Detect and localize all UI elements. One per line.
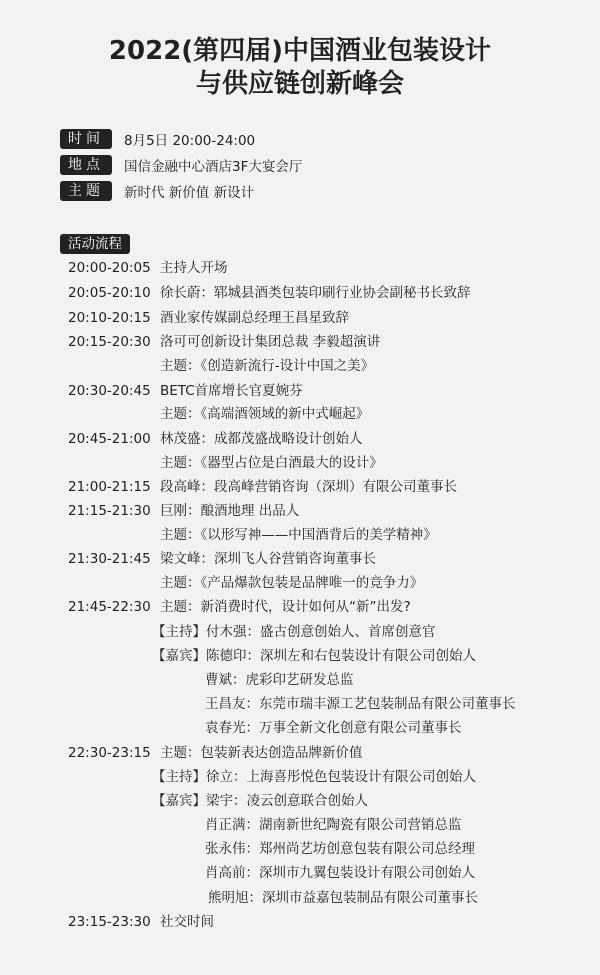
schedule-text: 主题：新消费时代，设计如何从“新”出发?: [160, 599, 411, 615]
schedule-item: [0, 862, 600, 884]
schedule-time: 22:30-23:15: [68, 745, 151, 761]
schedule-text: 主题：《创造新流行-设计中国之美》: [160, 358, 375, 374]
schedule-item: [0, 814, 600, 836]
schedule-text: 肖正满：湖南新世纪陶瓷有限公司营销总监: [205, 817, 462, 833]
schedule-text: 主题：《器型占位是白酒最大的设计》: [160, 455, 383, 471]
schedule-time: 20:10-20:15: [68, 310, 151, 326]
schedule-item: [0, 693, 600, 715]
schedule-item: [0, 572, 600, 594]
schedule-text: 肖高前：深圳市九翼包装设计有限公司创始人: [205, 865, 475, 881]
location-value: 国信金融中心酒店3F大宴会厅: [124, 159, 303, 175]
schedule-item: [0, 717, 600, 739]
schedule-item: [0, 621, 600, 643]
schedule-item: [0, 428, 600, 450]
location-tag: 地点: [60, 155, 112, 175]
schedule-item: [0, 645, 600, 667]
schedule-text: 林茂盛：成都茂盛战略设计创始人: [160, 431, 363, 447]
schedule-time: 20:45-21:00: [68, 431, 151, 447]
page-title-line-1: 2022(第四届)中国酒业包装设计: [108, 36, 492, 66]
schedule-text: 主题：《产品爆款包装是品牌唯一的竞争力》: [160, 575, 424, 591]
time-tag: 时间: [60, 129, 112, 149]
schedule-text: 主持人开场: [160, 260, 228, 276]
theme-value: 新时代 新价值 新设计: [124, 185, 255, 201]
schedule-text: 【嘉宾】梁宇：凌云创意联合创始人: [152, 793, 368, 809]
schedule-text: 曹斌：虎彩印艺研发总监: [205, 672, 354, 688]
schedule-item: [0, 524, 600, 546]
schedule-text: BETC首席增长官夏婉芬: [160, 383, 303, 399]
schedule-time: 20:30-20:45: [68, 383, 151, 399]
schedule-item: [0, 500, 600, 522]
schedule-item: [0, 307, 600, 329]
schedule-time: 20:00-20:05: [68, 260, 151, 276]
schedule-section-tag: 活动流程: [60, 234, 130, 254]
schedule-item: [0, 596, 600, 618]
schedule-item: [0, 282, 600, 304]
schedule-time: 21:30-21:45: [68, 551, 151, 567]
schedule-item: [0, 355, 600, 377]
schedule-item: [0, 476, 600, 498]
schedule-time: 21:15-21:30: [68, 503, 151, 519]
info-row-theme: [60, 180, 254, 202]
schedule-text: 洛可可创新设计集团总裁 李毅超演讲: [160, 334, 381, 350]
schedule-item: [0, 548, 600, 570]
schedule-time: 21:00-21:15: [68, 479, 151, 495]
schedule-text: 张永伟：郑州尚艺坊创意包装有限公司总经理: [205, 841, 475, 857]
schedule-text: 王昌友：东莞市瑞丰源工艺包装制品有限公司董事长: [205, 696, 516, 712]
schedule-text: 主题：《以形写神——中国酒背后的美学精神》: [160, 527, 437, 543]
schedule-time: 20:15-20:30: [68, 334, 151, 350]
page-title-line-2: 与供应链创新峰会: [195, 69, 404, 99]
schedule-text: 梁文峰：深圳飞人谷营销咨询董事长: [160, 551, 376, 567]
schedule-text: 徐长蔚：郓城县酒类包装印刷行业协会副秘书长致辞: [160, 285, 471, 301]
schedule-text: 袁春光：万事全新文化创意有限公司董事长: [205, 720, 462, 736]
schedule-text: 段高峰：段高峰营销咨询（深圳）有限公司董事长: [160, 479, 457, 495]
schedule-text: 【嘉宾】陈德印：深圳左和右包装设计有限公司创始人: [152, 648, 476, 664]
schedule-item: [0, 669, 600, 691]
schedule-text: 主题：包装新表达创造品牌新价值: [160, 745, 363, 761]
schedule-item: [0, 742, 600, 764]
schedule-item: [0, 380, 600, 402]
schedule-item: [0, 257, 600, 279]
schedule-item: [0, 331, 600, 353]
schedule-text: 熊明旭：深圳市益嘉包装制品有限公司董事长: [208, 890, 478, 906]
schedule-text: 【主持】徐立：上海喜彤悦色包装设计有限公司创始人: [152, 769, 476, 785]
schedule-text: 社交时间: [160, 914, 214, 930]
info-row-location: [60, 154, 302, 176]
info-row-time: [60, 128, 255, 150]
theme-tag: 主题: [60, 181, 112, 201]
schedule-item: [0, 766, 600, 788]
schedule-text: 主题：《高端酒领域的新中式崛起》: [160, 406, 370, 422]
schedule-time: 20:05-20:10: [68, 285, 151, 301]
time-value: 8月5日 20:00-24:00: [124, 133, 256, 149]
schedule-text: 巨刚：酿酒地理 出品人: [160, 503, 300, 519]
schedule-item: [0, 911, 600, 933]
schedule-item: [0, 790, 600, 812]
schedule-time: 21:45-22:30: [68, 599, 151, 615]
schedule-item: [0, 403, 600, 425]
schedule-time: 23:15-23:30: [68, 914, 151, 930]
schedule-text: 酒业家传媒副总经理王昌星致辞: [160, 310, 349, 326]
schedule-item: [0, 452, 600, 474]
schedule-item: [0, 838, 600, 860]
schedule-item: [0, 887, 600, 909]
schedule-text: 【主持】付木强：盛古创意创始人、首席创意官: [152, 624, 436, 640]
